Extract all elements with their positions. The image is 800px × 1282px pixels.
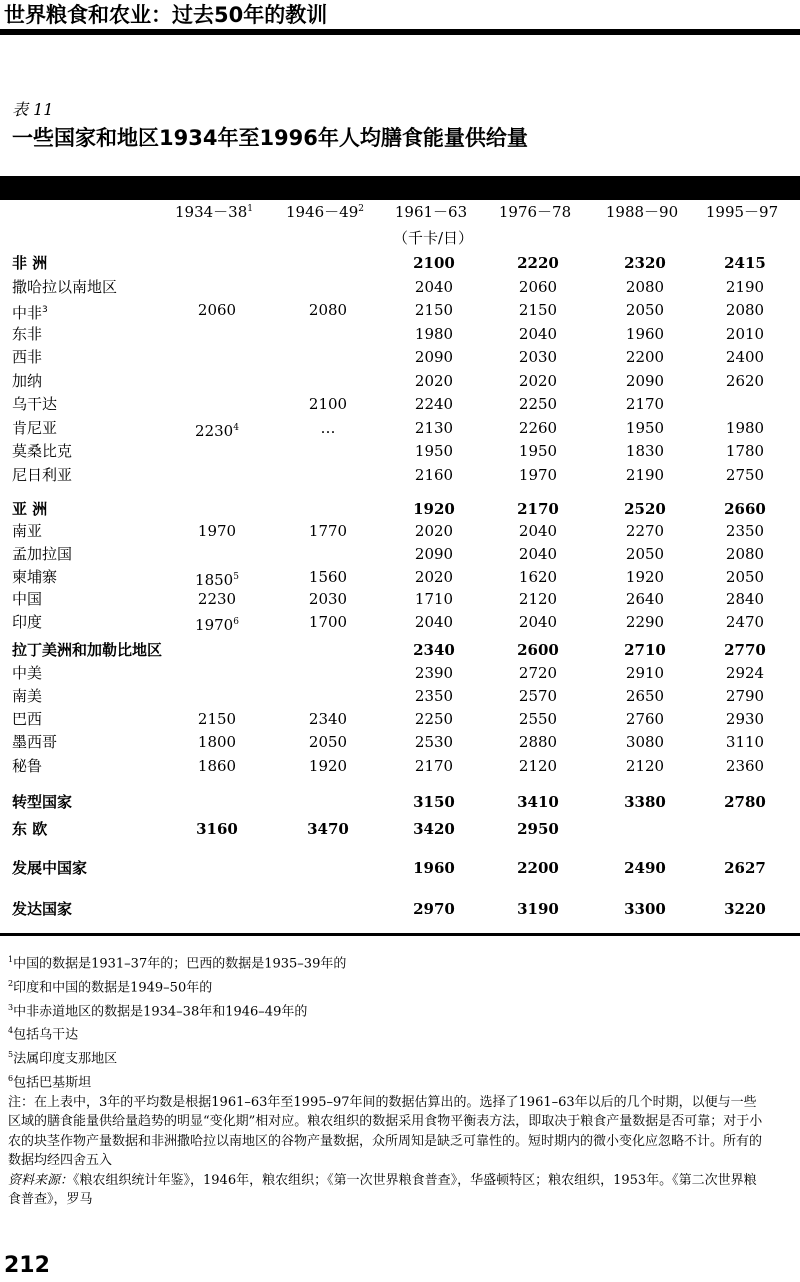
row-label: 印度 — [12, 613, 43, 631]
table-cell: 1920 — [625, 568, 665, 586]
row-label: 乌干达 — [12, 395, 58, 413]
table-cell: 2020 — [414, 522, 454, 540]
table-cell: 2400 — [725, 348, 765, 366]
table-row — [0, 755, 800, 777]
table-cell: 3380 — [624, 793, 666, 811]
table-cell: 1860 — [197, 757, 237, 775]
column-header — [159, 201, 269, 222]
table-cell: 2120 — [625, 757, 665, 775]
table-cell: 2770 — [724, 641, 766, 659]
table-cell: 3160 — [196, 820, 238, 838]
table-cell: 1970$^6$ — [195, 616, 239, 634]
table-cell: 2090 — [625, 372, 665, 390]
table-cell: 2200 — [517, 859, 559, 877]
table-cell: 2910 — [625, 664, 665, 682]
table-cell: 2100 — [308, 395, 348, 413]
table-cell: 2090 — [414, 545, 454, 563]
table-cell: 1920 — [413, 500, 455, 518]
table-cell: 2050 — [725, 568, 765, 586]
table-cell: 2790 — [725, 687, 765, 705]
table-cell: 2080 — [625, 278, 665, 296]
row-label: 肯尼亚 — [12, 419, 58, 437]
table-cell: 2040 — [414, 278, 454, 296]
row-label: 柬埔寨 — [12, 568, 58, 586]
table-cell: 2020 — [414, 372, 454, 390]
row-label: 中非$^3$ — [12, 304, 48, 322]
table-cell: 2200 — [625, 348, 665, 366]
table-row — [0, 346, 800, 368]
column-header-footnote-mark: 1 — [247, 204, 253, 214]
footnote — [8, 974, 768, 998]
table-cell: 2970 — [413, 900, 455, 918]
row-label: 尼日利亚 — [12, 466, 73, 484]
footnote-mark: 5 — [8, 1050, 14, 1060]
footnote — [8, 1021, 768, 1045]
table-cell: 2760 — [625, 710, 665, 728]
column-header — [376, 201, 486, 222]
row-label: 非 洲 — [12, 254, 48, 272]
table-cell: 2930 — [725, 710, 765, 728]
table-cell: 2530 — [414, 733, 454, 751]
row-label: 西非 — [12, 348, 43, 366]
footnote-text: 中非赤道地区的数据是1934–38年和1946–49年的 — [13, 1003, 308, 1019]
footnote-text: 包括乌干达 — [13, 1027, 79, 1043]
footnote-text: 法属印度支那地区 — [13, 1051, 118, 1067]
table-cell: 1960 — [625, 325, 665, 343]
table-row — [0, 611, 800, 633]
table-cell: 2090 — [414, 348, 454, 366]
row-label: 亚 洲 — [12, 500, 48, 518]
table-cell: 1980 — [414, 325, 454, 343]
table-cell: 2250 — [518, 395, 558, 413]
row-label: 南美 — [12, 687, 43, 705]
table-cell: 2030 — [308, 590, 348, 608]
table-cell: 2080 — [725, 301, 765, 319]
table-cell: 2650 — [625, 687, 665, 705]
table-cell: 2150 — [197, 710, 237, 728]
table-cell: 1560 — [308, 568, 348, 586]
row-label: 莫桑比克 — [12, 442, 73, 460]
table-row — [0, 566, 800, 588]
column-header — [587, 201, 697, 222]
table-cell: 1950 — [518, 442, 558, 460]
footnote-text: 包括巴基斯坦 — [13, 1075, 92, 1091]
column-header-label: 1934－38 — [175, 203, 248, 221]
table-note: 注：在上表中，3年的平均数是根据1961–63年至1995–97年间的数据估算出的。选择了1961–63年以后的几个时期，以便与一些区域的膳食能量供给量趋势的明显“变化期”相对应。粮农组织的数据采用食物平衡表方法，即取决于粮食产量数据是否可靠；对于小农的块茎作物产量数据和非洲撒哈拉以南地区的谷物产量数据，众所周知是缺乏可靠性的。短时期内的微小变化应忽略不计。所有的数据均经四舍五入 — [8, 1094, 763, 1169]
table-cell: 2840 — [725, 590, 765, 608]
table-cell: 2060 — [518, 278, 558, 296]
unit-label: （千卡/日） — [392, 229, 474, 247]
table-cell: 1920 — [308, 757, 348, 775]
header-rule — [0, 29, 800, 35]
row-label: 转型国家 — [12, 793, 73, 811]
table-cell: 2620 — [725, 372, 765, 390]
table-cell: 3190 — [517, 900, 559, 918]
footnotes — [8, 950, 768, 1093]
table-cell: 2570 — [518, 687, 558, 705]
table-cell: 1830 — [625, 442, 665, 460]
table-cell: 2950 — [517, 820, 559, 838]
table-row — [0, 276, 800, 298]
footnote-mark: 6 — [8, 1074, 14, 1084]
table-cell: 2660 — [724, 500, 766, 518]
table-cell: 2080 — [308, 301, 348, 319]
table-cell: 2924 — [725, 664, 765, 682]
footnote — [8, 950, 768, 974]
column-header-footnote-mark: 2 — [358, 204, 364, 214]
table-cell: 3300 — [624, 900, 666, 918]
table-cell: 1980 — [725, 419, 765, 437]
cell-footnote-mark: 5 — [233, 572, 239, 582]
row-label: 中美 — [12, 664, 43, 682]
cell-footnote-mark: 4 — [233, 423, 239, 433]
table-cell: 2415 — [724, 254, 766, 272]
table-cell: 2627 — [724, 859, 766, 877]
table-row — [0, 857, 800, 879]
table-cell: 2720 — [518, 664, 558, 682]
table-row — [0, 299, 800, 321]
table-row — [0, 252, 800, 274]
table-cell: 2390 — [414, 664, 454, 682]
table-cell: 2710 — [624, 641, 666, 659]
row-label: 拉丁美洲和加勒比地区 — [12, 641, 163, 659]
footnote — [8, 1045, 768, 1069]
table-cell: 1850$^5$ — [195, 571, 239, 589]
table-cell: 1770 — [308, 522, 348, 540]
footnote-mark: 4 — [8, 1026, 14, 1036]
table-cell: 1800 — [197, 733, 237, 751]
table-cell: 2120 — [518, 757, 558, 775]
table-bottom-rule — [0, 933, 800, 936]
table-cell: 1970 — [197, 522, 237, 540]
table-cell: 2350 — [725, 522, 765, 540]
table-row — [0, 818, 800, 840]
table-cell: 2080 — [725, 545, 765, 563]
page-number: 212 — [4, 1253, 50, 1278]
table-cell: 1620 — [518, 568, 558, 586]
table-cell: 2050 — [308, 733, 348, 751]
row-label: 中国 — [12, 590, 43, 608]
cell-footnote-mark: 6 — [233, 617, 239, 627]
source-line — [8, 1171, 768, 1210]
row-footnote-mark: 3 — [42, 305, 48, 315]
row-label: 巴西 — [12, 710, 43, 728]
table-row — [0, 543, 800, 565]
table-cell: 1780 — [725, 442, 765, 460]
table-row — [0, 440, 800, 462]
row-label: 孟加拉国 — [12, 545, 73, 563]
table-cell: 2170 — [517, 500, 559, 518]
table-cell: 2340 — [413, 641, 455, 659]
footnote — [8, 998, 768, 1022]
table-cell: 2030 — [518, 348, 558, 366]
table-header-band — [0, 176, 800, 200]
table-cell: 1950 — [414, 442, 454, 460]
table-cell: 2350 — [414, 687, 454, 705]
table-cell: 1970 — [518, 466, 558, 484]
table-cell: … — [320, 419, 336, 437]
table-cell: 2230$^4$ — [195, 422, 239, 440]
table-row — [0, 588, 800, 610]
row-label: 撒哈拉以南地区 — [12, 278, 118, 296]
table-row — [0, 393, 800, 415]
table-label: 表 11 — [12, 100, 54, 119]
table-cell: 2340 — [308, 710, 348, 728]
row-label: 秘鲁 — [12, 757, 43, 775]
column-header-label: 1976－78 — [498, 203, 572, 221]
table-cell: 3410 — [517, 793, 559, 811]
notes-section — [8, 950, 768, 1210]
row-label: 南亚 — [12, 522, 43, 540]
table-cell: 2040 — [518, 522, 558, 540]
table-cell: 2190 — [725, 278, 765, 296]
table-cell: 3150 — [413, 793, 455, 811]
table-cell: 2260 — [518, 419, 558, 437]
table-row — [0, 791, 800, 813]
table-cell: 2150 — [518, 301, 558, 319]
table-cell: 2290 — [625, 613, 665, 631]
column-header-label: 1995－97 — [705, 203, 779, 221]
table-row — [0, 323, 800, 345]
table-cell: 2250 — [414, 710, 454, 728]
column-header-label: 1988－90 — [605, 203, 679, 221]
table-cell: 1960 — [413, 859, 455, 877]
table-cell: 2490 — [624, 859, 666, 877]
table-cell: 2150 — [414, 301, 454, 319]
table-cell: 2040 — [518, 613, 558, 631]
table-cell: 2020 — [414, 568, 454, 586]
table-cell: 2100 — [413, 254, 455, 272]
table-cell: 1700 — [308, 613, 348, 631]
column-header-label: 1961－63 — [394, 203, 468, 221]
footnote-mark: 3 — [8, 1002, 14, 1012]
table-cell: 1710 — [414, 590, 454, 608]
table-row — [0, 464, 800, 486]
footnote-text: 印度和中国的数据是1949–50年的 — [13, 980, 213, 996]
table-row — [0, 662, 800, 684]
table-cell: 3420 — [413, 820, 455, 838]
table-row — [0, 417, 800, 439]
table-row — [0, 708, 800, 730]
column-header — [687, 201, 797, 222]
table-cell: 2040 — [518, 325, 558, 343]
table-cell: 3220 — [724, 900, 766, 918]
table-cell: 2160 — [414, 466, 454, 484]
table-cell: 1950 — [625, 419, 665, 437]
footnote-mark: 1 — [8, 955, 14, 964]
table-cell: 2220 — [517, 254, 559, 272]
table-cell: 2550 — [518, 710, 558, 728]
footnote-text: 中国的数据是1931–37年的；巴西的数据是1935–39年的 — [13, 956, 347, 972]
source-label: 资料来源： — [8, 1172, 74, 1188]
column-header — [270, 201, 380, 222]
footnote — [8, 1069, 768, 1093]
table-cell: 2320 — [624, 254, 666, 272]
table-title: 一些国家和地区1934年至1996年人均膳食能量供给量 — [12, 126, 528, 150]
table-cell: 2060 — [197, 301, 237, 319]
table-cell: 2020 — [518, 372, 558, 390]
table-cell: 2170 — [414, 757, 454, 775]
table-cell: 2470 — [725, 613, 765, 631]
table-cell: 2640 — [625, 590, 665, 608]
table-cell: 2520 — [624, 500, 666, 518]
table-cell: 2010 — [725, 325, 765, 343]
table-cell: 2190 — [625, 466, 665, 484]
table-row — [0, 639, 800, 661]
source-text: 《粮农组织统计年鉴》，1946年，粮农组织；《第一次世界粮食普查》，华盛顿特区；粮农组织，1953年。《第二次世界粮食普查》，罗马 — [8, 1172, 757, 1208]
row-label: 加纳 — [12, 372, 43, 390]
table-cell: 2600 — [517, 641, 559, 659]
row-label: 发展中国家 — [12, 859, 88, 877]
table-cell: 2780 — [724, 793, 766, 811]
table-row — [0, 370, 800, 392]
table-cell: 2360 — [725, 757, 765, 775]
running-head: 世界粮食和农业：过去50年的教训 — [4, 3, 328, 27]
row-label: 东 欧 — [12, 820, 48, 838]
table-cell: 2120 — [518, 590, 558, 608]
table-cell: 3080 — [625, 733, 665, 751]
row-label: 墨西哥 — [12, 733, 58, 751]
column-header-label: 1946－49 — [286, 203, 359, 221]
table-row — [0, 498, 800, 520]
row-label: 发达国家 — [12, 900, 73, 918]
footnote-mark: 2 — [8, 978, 14, 988]
table-cell: 2880 — [518, 733, 558, 751]
table-cell: 2270 — [625, 522, 665, 540]
row-label: 东非 — [12, 325, 43, 343]
table-cell: 3110 — [725, 733, 765, 751]
table-cell: 2040 — [518, 545, 558, 563]
table-cell: 2230 — [197, 590, 237, 608]
table-cell: 3470 — [307, 820, 349, 838]
table-cell: 2750 — [725, 466, 765, 484]
table-row — [0, 898, 800, 920]
table-cell: 2050 — [625, 545, 665, 563]
table-row — [0, 731, 800, 753]
table-row — [0, 520, 800, 542]
table-cell: 2170 — [625, 395, 665, 413]
table-cell: 2040 — [414, 613, 454, 631]
table-cell: 2050 — [625, 301, 665, 319]
table-cell: 2130 — [414, 419, 454, 437]
column-header — [480, 201, 590, 222]
table-cell: 2240 — [414, 395, 454, 413]
table-row — [0, 685, 800, 707]
